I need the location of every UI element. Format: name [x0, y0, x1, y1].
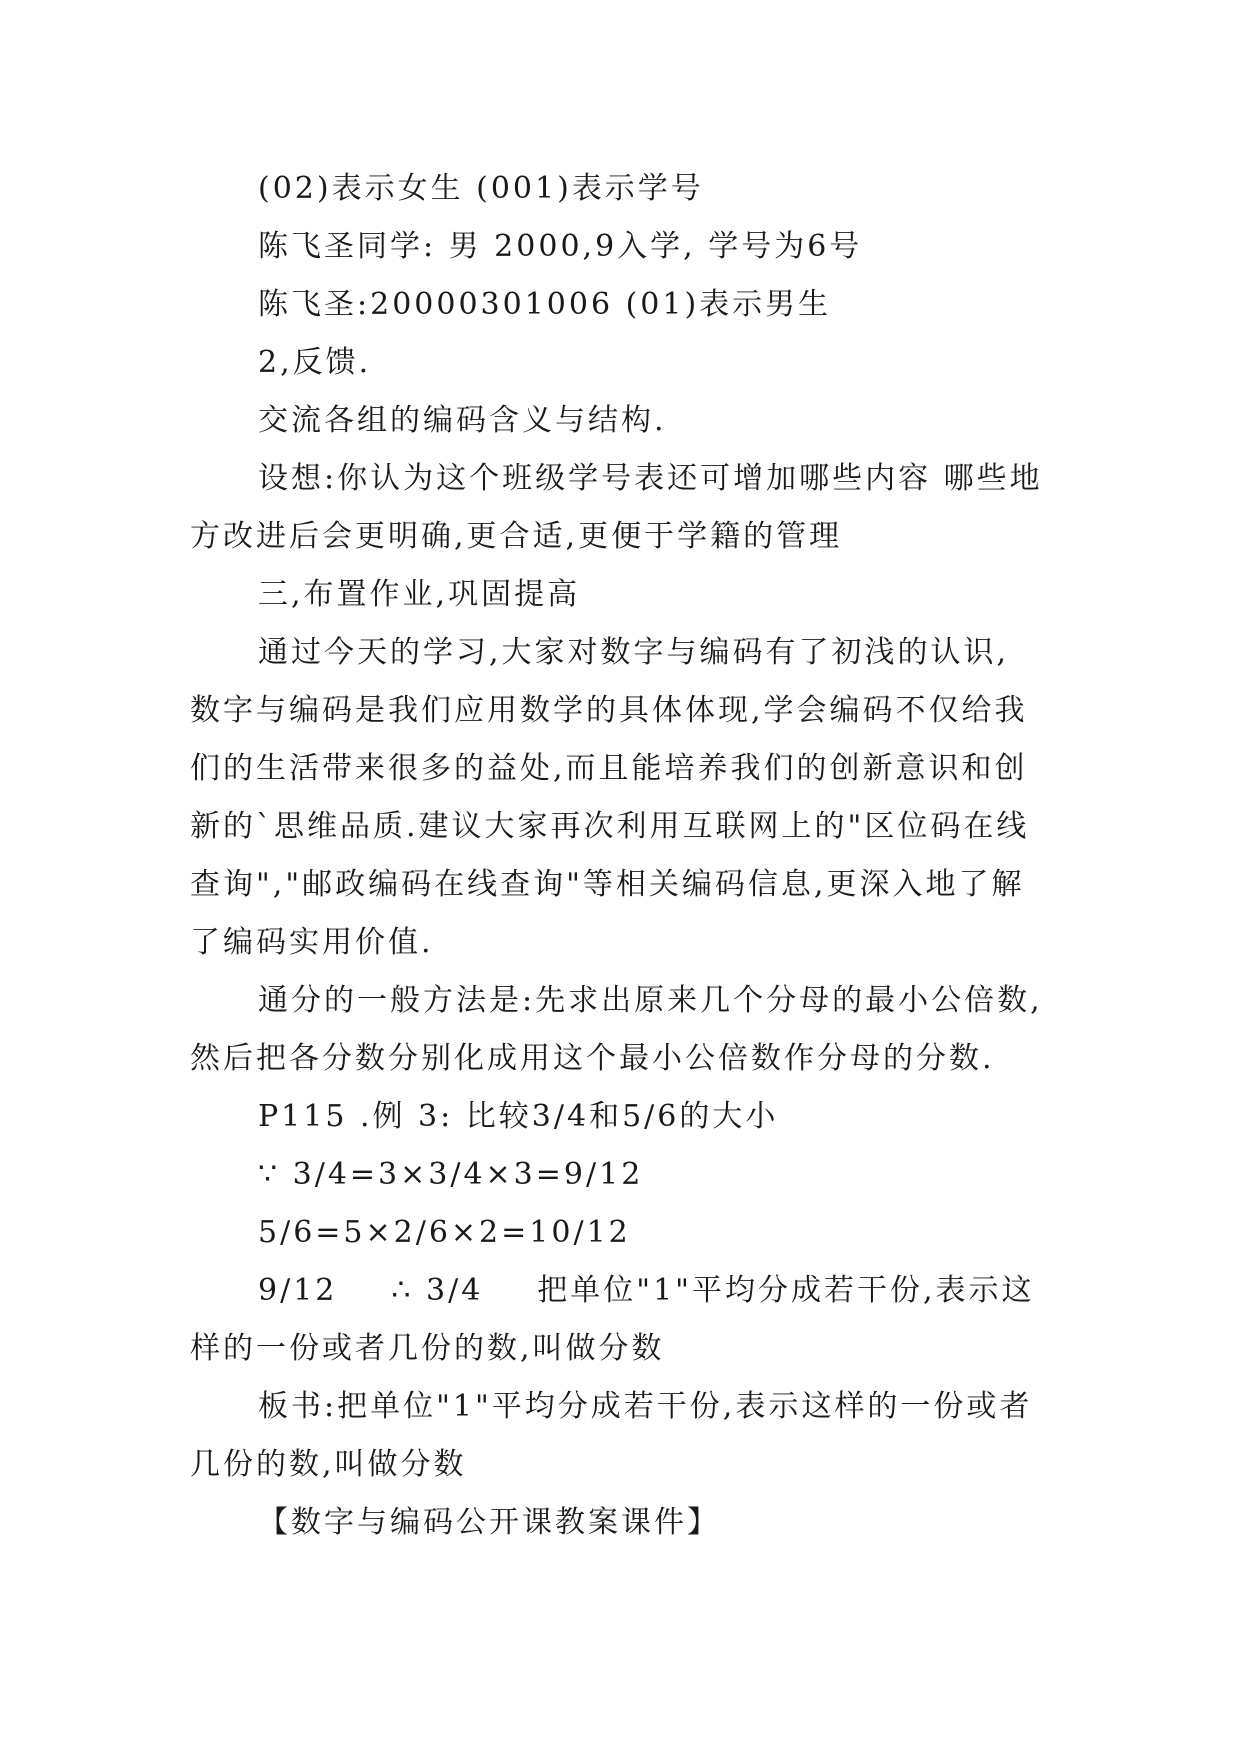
text-line: 2,反馈.	[258, 345, 372, 380]
text-line: 方改进后会更明确,更合适,更便于学籍的管理	[190, 519, 843, 554]
text-line: 样的一份或者几份的数,叫做分数	[190, 1331, 665, 1366]
text-line: 三,布置作业,巩固提高	[258, 577, 581, 612]
text-line: 数字与编码是我们应用数学的具体体现,学会编码不仅给我	[190, 693, 1028, 728]
fraction-9-12: 9/12	[258, 1273, 338, 1308]
text-line: (02)表示女生 (001)表示学号	[258, 171, 704, 206]
definition-start: 把单位"1"平均分成若干份,表示这	[537, 1273, 1035, 1308]
document-body	[190, 160, 1060, 1552]
text-line: 陈飞圣:20000301006 (01)表示男生	[258, 287, 832, 322]
text-line: 几份的数,叫做分数	[190, 1447, 467, 1482]
text-line: 设想:你认为这个班级学号表还可增加哪些内容 哪些地	[258, 461, 1043, 496]
document-footer-title: 【数字与编码公开课教案课件】	[258, 1505, 720, 1540]
text-line: 陈飞圣同学: 男 2000,9入学, 学号为6号	[258, 229, 863, 264]
text-line: 交流各组的编码含义与结构.	[258, 403, 667, 438]
text-line: 通过今天的学习,大家对数字与编码有了初浅的认识,	[258, 635, 1010, 670]
therefore-3-4: ∴ 3/4	[391, 1273, 484, 1308]
text-line: ∵ 3/4=3×3/4×3=9/12	[258, 1157, 644, 1192]
text-line: 新的`思维品质.建议大家再次利用互联网上的"区位码在线	[190, 809, 1030, 844]
text-line: P115 .例 3: 比较3/4和5/6的大小	[258, 1099, 779, 1134]
text-line: 板书:把单位"1"平均分成若干份,表示这样的一份或者	[258, 1389, 1033, 1424]
text-line: 了编码实用价值.	[190, 925, 434, 960]
text-line: 5/6=5×2/6×2=10/12	[258, 1215, 631, 1250]
text-line: 然后把各分数分别化成用这个最小公倍数作分母的分数.	[190, 1041, 995, 1076]
text-line-compare	[190, 1262, 1060, 1320]
text-line: 查询","邮政编码在线查询"等相关编码信息,更深入地了解	[190, 867, 1025, 902]
text-line: 们的生活带来很多的益处,而且能培养我们的创新意识和创	[190, 751, 1028, 786]
text-line: 通分的一般方法是:先求出原来几个分母的最小公倍数,	[258, 983, 1043, 1018]
